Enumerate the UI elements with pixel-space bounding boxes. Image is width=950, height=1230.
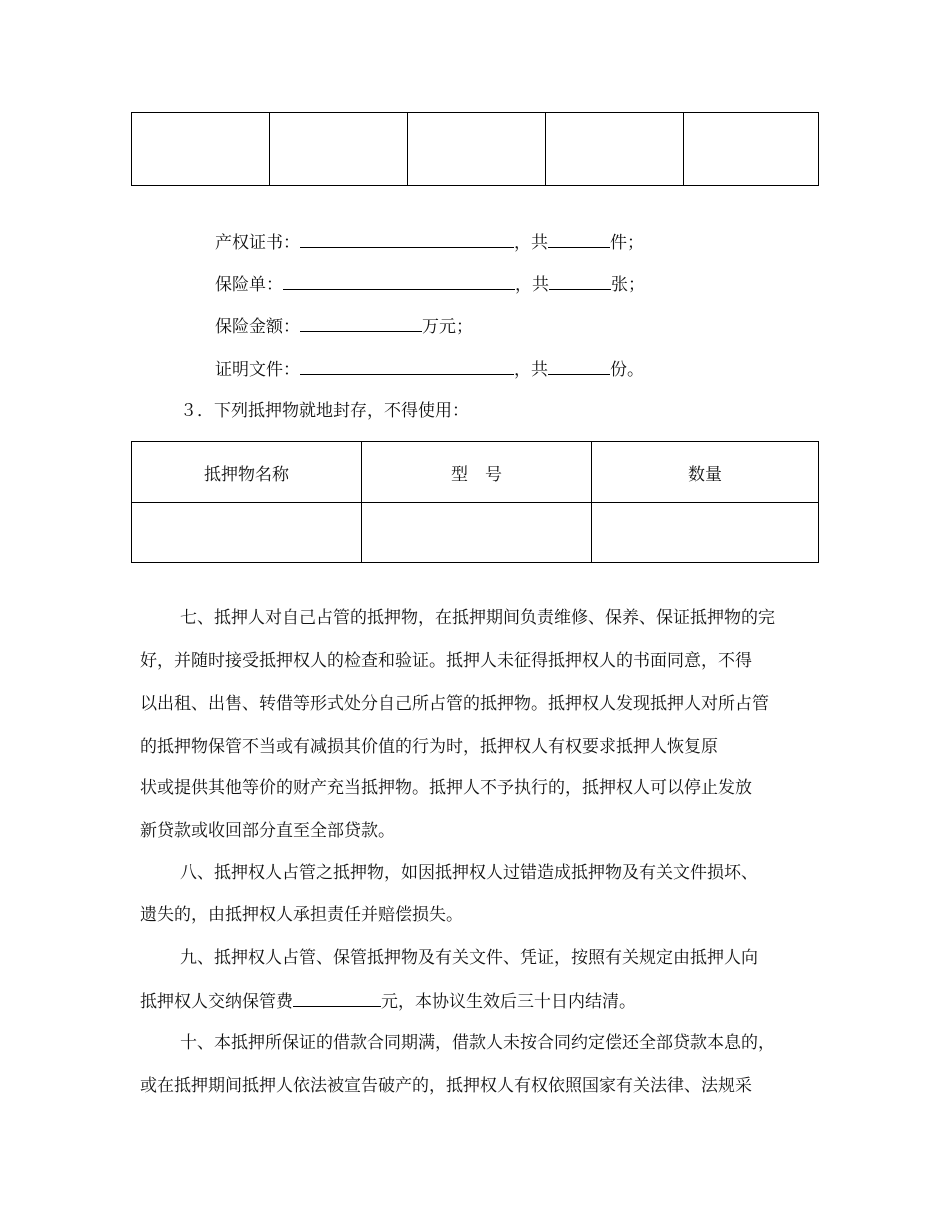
clause-7-line: 好，并随时接受抵押权人的检查和验证。抵押人未征得抵押权人的书面同意，不得: [140, 651, 752, 671]
proof-docs-count-blank: [548, 357, 610, 375]
certificate-sep: ，共: [514, 233, 548, 253]
storage-fee-blank: [293, 989, 381, 1007]
clause-9-line: 九、抵押权人占管、保管抵押物及有关文件、凭证，按照有关规定由抵押人向: [180, 948, 758, 968]
top-table-cell: [546, 113, 684, 186]
top-table: [131, 112, 819, 186]
insurance-policy-sep: ，共: [515, 275, 549, 295]
certificate-unit: 件；: [610, 233, 644, 253]
proof-docs-field: [215, 357, 644, 381]
clause-7-line: 状或提供其他等价的财产充当抵押物。抵押人不予执行的，抵押权人可以停止发放: [140, 778, 752, 798]
certificate-blank: [300, 230, 514, 248]
top-table-cell: [408, 113, 546, 186]
proof-docs-label: 证明文件：: [215, 360, 300, 380]
seal-table: [131, 441, 819, 563]
top-table-cell: [132, 113, 270, 186]
seal-table-cell: [132, 503, 362, 563]
clause-10-line: 或在抵押期间抵押人依法被宣告破产的，抵押权人有权依照国家有关法律、法规采: [140, 1076, 752, 1096]
clause-9-text-b: 元，本协议生效后三十日内结清。: [381, 992, 636, 1012]
clause-7-line: 七、抵押人对自己占管的抵押物，在抵押期间负责维修、保养、保证抵押物的完: [180, 608, 775, 628]
insurance-policy-label: 保险单：: [215, 275, 283, 295]
seal-table-cell: [362, 503, 592, 563]
insurance-amount-unit: 万元；: [422, 317, 473, 337]
insurance-amount-blank: [300, 314, 422, 332]
certificate-count-blank: [548, 230, 610, 248]
seal-table-header: 型 号: [362, 442, 592, 503]
item-3-heading: ３．下列抵押物就地封存，不得使用：: [180, 401, 469, 421]
seal-table-cell: [592, 503, 819, 563]
clause-7-line: 以出租、出售、转借等形式处分自己所占管的抵押物。抵押权人发现抵押人对所占管: [140, 694, 769, 714]
insurance-policy-unit: 张；: [611, 275, 645, 295]
proof-docs-unit: 份。: [610, 360, 644, 380]
insurance-amount-field: [215, 314, 473, 338]
clause-7-line: 新贷款或收回部分直至全部贷款。: [140, 821, 395, 841]
proof-docs-blank: [300, 357, 514, 375]
certificate-label: 产权证书：: [215, 233, 300, 253]
seal-table-header: 数量: [592, 442, 819, 503]
insurance-policy-blank: [283, 272, 515, 290]
clause-7-line: 的抵押物保管不当或有减损其价值的行为时，抵押权人有权要求抵押人恢复原: [140, 737, 718, 757]
top-table-cell: [684, 113, 819, 186]
clause-8-line: 遗失的，由抵押权人承担责任并赔偿损失。: [140, 905, 463, 925]
insurance-amount-label: 保险金额：: [215, 317, 300, 337]
clause-10-line: 十、本抵押所保证的借款合同期满，借款人未按合同约定偿还全部贷款本息的，: [180, 1033, 775, 1053]
clause-9-text-a: 抵押权人交纳保管费: [140, 992, 293, 1012]
proof-docs-sep: ，共: [514, 360, 548, 380]
insurance-policy-count-blank: [549, 272, 611, 290]
certificate-field: [215, 230, 644, 254]
clause-8-line: 八、抵押权人占管之抵押物，如因抵押权人过错造成抵押物及有关文件损坏、: [180, 863, 758, 883]
top-table-cell: [270, 113, 408, 186]
insurance-policy-field: [215, 272, 645, 296]
clause-9-line-2: [140, 989, 820, 1014]
seal-table-header: 抵押物名称: [132, 442, 362, 503]
